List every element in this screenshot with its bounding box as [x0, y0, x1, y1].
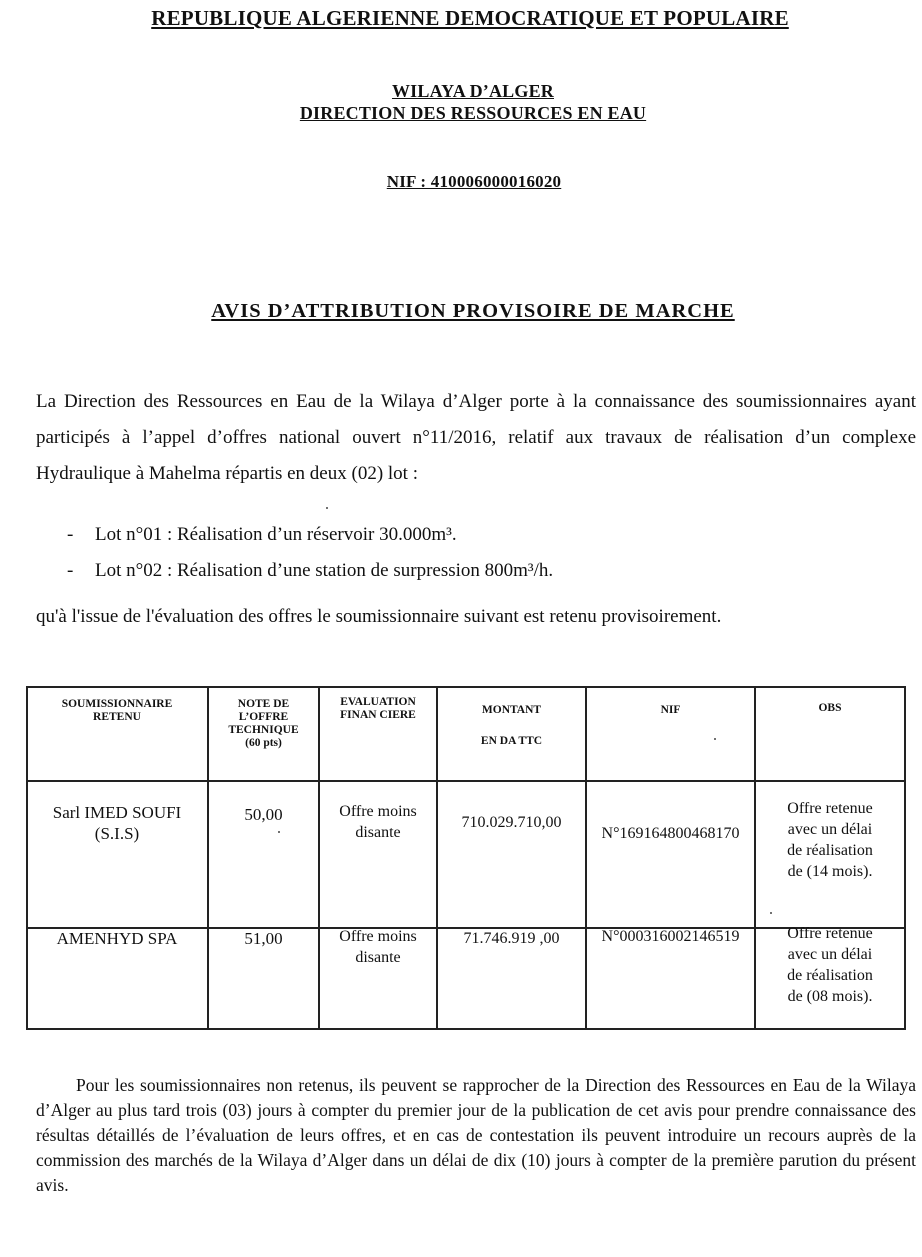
- table-cell-note: 50,00: [244, 805, 283, 824]
- bullet-dash: -: [67, 560, 74, 581]
- table-border-bottom: [26, 1028, 906, 1030]
- attribution-table: [26, 686, 906, 1030]
- bullet-dash: -: [67, 524, 74, 545]
- table-cell-obs: Offre retenue avec un délai de réalisation de (08 mois).: [787, 925, 873, 1005]
- table-cell-montant: 710.029.710,00: [461, 814, 562, 831]
- administration-heading: [0, 80, 922, 124]
- nif-heading: NIF : 410006000016020: [386, 172, 562, 191]
- table-cell-nif: N°169164800468170: [601, 825, 740, 842]
- table-border-top: [26, 686, 906, 688]
- table-cell-evaluation: Offre moins disante: [339, 928, 417, 966]
- table-cell-nif: N°000316002146519: [601, 928, 740, 945]
- document-title: AVIS D’ATTRIBUTION PROVISOIRE DE MARCHE: [211, 300, 735, 322]
- lot-text: Lot n°01 : Réalisation d’un réservoir 30.000m³.: [95, 524, 457, 545]
- intro-paragraph: La Direction des Ressources en Eau de la Wilaya d’Alger porte à la connaissance des soumissionnaires ayant participés à l’appel d’offres national ouvert n°11/2016, relatif aux travaux de réalisation d’un complexe Hydraulique à Mahelma répartis en deux (02) lot :: [36, 391, 916, 484]
- header-montant: MONTANT EN DA TTC: [480, 704, 543, 747]
- table-cell-montant: 71.746.919 ,00: [463, 930, 560, 947]
- table-cell-soumissionnaire: Sarl IMED SOUFI (S.I.S): [52, 803, 182, 843]
- header-obs: OBS: [818, 702, 842, 714]
- evaluation-sentence: qu'à l'issue de l'évaluation des offres le soumissionnaire suivant est retenu provisoirement.: [36, 606, 722, 627]
- closing-paragraph: Pour les soumissionnaires non retenus, ils peuvent se rapprocher de la Direction des Ressources en Eau de la Wilaya d’Alger au plus tard trois (03) jours à compter du premier jour de la publication de cet avis pour prendre connaissance des résultas détaillés de l’évaluation de leurs offres, et en cas de contestation ils peuvent introduire un recours auprès de la commission des marchés de la Wilaya d’Alger dans un délai de dix (10) jours à compter de la première parution du présent avis.: [36, 1075, 916, 1195]
- header-soumissionnaire: SOUMISSIONNAIRE RETENU: [61, 698, 173, 723]
- republic-heading: REPUBLIQUE ALGERIENNE DEMOCRATIQUE ET POPULAIRE: [151, 6, 789, 30]
- table-header-divider: [26, 780, 906, 782]
- table-border-left: [26, 686, 28, 1030]
- header-note: NOTE DE L’OFFRE TECHNIQUE (60 pts): [228, 698, 299, 749]
- header-evaluation: EVALUATION FINAN CIERE: [340, 696, 416, 721]
- lot-text: Lot n°02 : Réalisation d’une station de surpression 800m³/h.: [95, 560, 554, 581]
- table-cell-note: 51,00: [244, 929, 283, 948]
- table-cell-evaluation: Offre moins disante: [339, 803, 417, 841]
- header-nif: NIF: [660, 704, 681, 716]
- table-cell-obs: Offre retenue avec un délai de réalisation de (14 mois).: [787, 800, 873, 880]
- direction-heading: DIRECTION DES RESSOURCES EN EAU: [299, 103, 647, 123]
- wilaya-heading: WILAYA D’ALGER: [391, 81, 554, 101]
- table-cell-soumissionnaire: AMENHYD SPA: [56, 929, 178, 948]
